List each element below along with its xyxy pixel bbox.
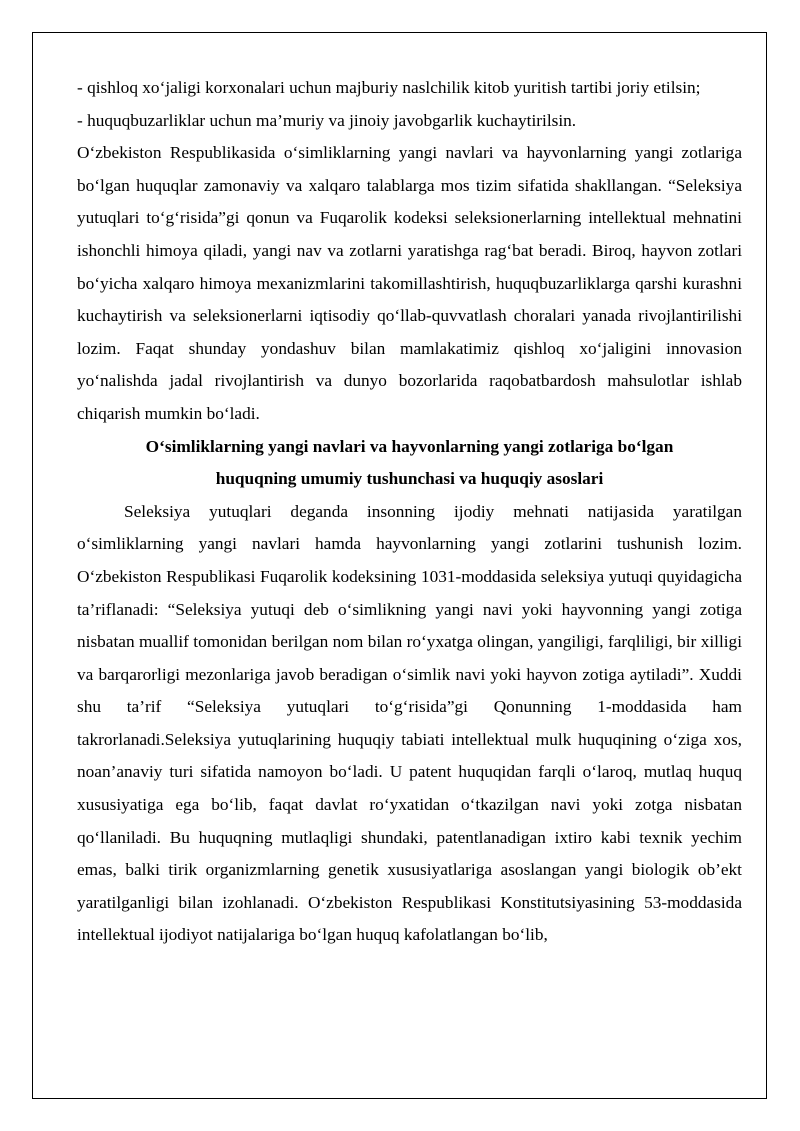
paragraph-conclusion: O‘zbekiston Respublikasida o‘simliklarning yangi navlari va hayvonlarning yangi zotlariga bo‘lgan huquqlar zamonaviy va xalqaro talablarga mos tizim sifatida shakllangan. “Seleksiya yutuqlari to‘g‘risida”gi qonun va Fuqarolik kodeksi seleksionerlarning intellektual mehnatini ishonchli himoya qiladi, yangi nav va zotlarni yaratishga rag‘bat beradi. Biroq, hayvon zotlari bo‘yicha xalqaro himoya mexanizmlarini takomillashtirish, huquqbuzarliklarga qarshi kurashni kuchaytirish va seleksionerlarni iqtisodiy qo‘llab-quvvatlash choralari yanada rivojlantirilishi lozim. Faqat shunday yondashuv bilan mamlakatimiz qishloq xo‘jaligini innovasion yo‘nalishda jadal rivojlantirish va dunyo bozorlarida raqobatbardosh mahsulotlar ishlab chiqarish mumkin bo‘ladi. [77,143,742,423]
section-heading-line-2: huquqning umumiy tushunchasi va huquqiy asoslari [215,469,604,489]
list-item-liability: - huquqbuzarliklar uchun ma’muriy va jinoiy javobgarlik kuchaytirilsin. [77,110,577,130]
section-heading-line-1: O‘simliklarning yangi navlari va hayvonlarning yangi zotlariga bo‘lgan [145,436,674,456]
document-body [77,72,742,952]
list-item-breeding-book: - qishloq xo‘jaligi korxonalari uchun majburiy naslchilik kitob yuritish tartibi joriy etilsin; [77,78,701,97]
section-heading [77,431,742,496]
paragraph-definition: Seleksiya yutuqlari deganda insonning ijodiy mehnati natijasida yaratilgan o‘simliklarning yangi navlari hamda hayvonlarning yangi zotlarini tushunish lozim. O‘zbekiston Respublikasi Fuqarolik kodeksining 1031-moddasida seleksiya yutuqi quyidagicha ta’riflanadi: “Seleksiya yutuqi deb o‘simlikning yangi navi yoki hayvonning yangi zotiga nisbatan muallif tomonidan berilgan nom bilan ro‘yxatga olingan, yangiligi, farqliligi, bir xilligi va barqarorligi mezonlariga javob beradigan o‘simlik navi yoki hayvon zotiga aytiladi”. Xuddi shu ta’rif “Seleksiya yutuqlari to‘g‘risida”gi Qonunning 1-moddasida ham takrorlanadi.Seleksiya yutuqlarining huquqiy tabiati intellektual mulk huquqining o‘ziga xos, noan’anaviy turi sifatida namoyon bo‘ladi. U patent huquqidan farqli o‘laroq, mutlaq huquq xususiyatiga ega bo‘lib, faqat davlat ro‘yxatidan o‘tkazilgan navi yoki zotga nisbatan qo‘llaniladi. Bu huquqning mutlaqligi shundaki, patentlanadigan ixtiro kabi texnik yechim emas, balki tirik organizmlarning genetik xususiyatlariga asoslangan yangi biologik ob’ekt yaratilganligi bilan izohlanadi. O‘zbekiston Respublikasi Konstitutsiyasining 53-moddasida intellektual ijodiyot natijalariga bo‘lgan huquq kafolatlangan bo‘lib, [77,501,742,945]
